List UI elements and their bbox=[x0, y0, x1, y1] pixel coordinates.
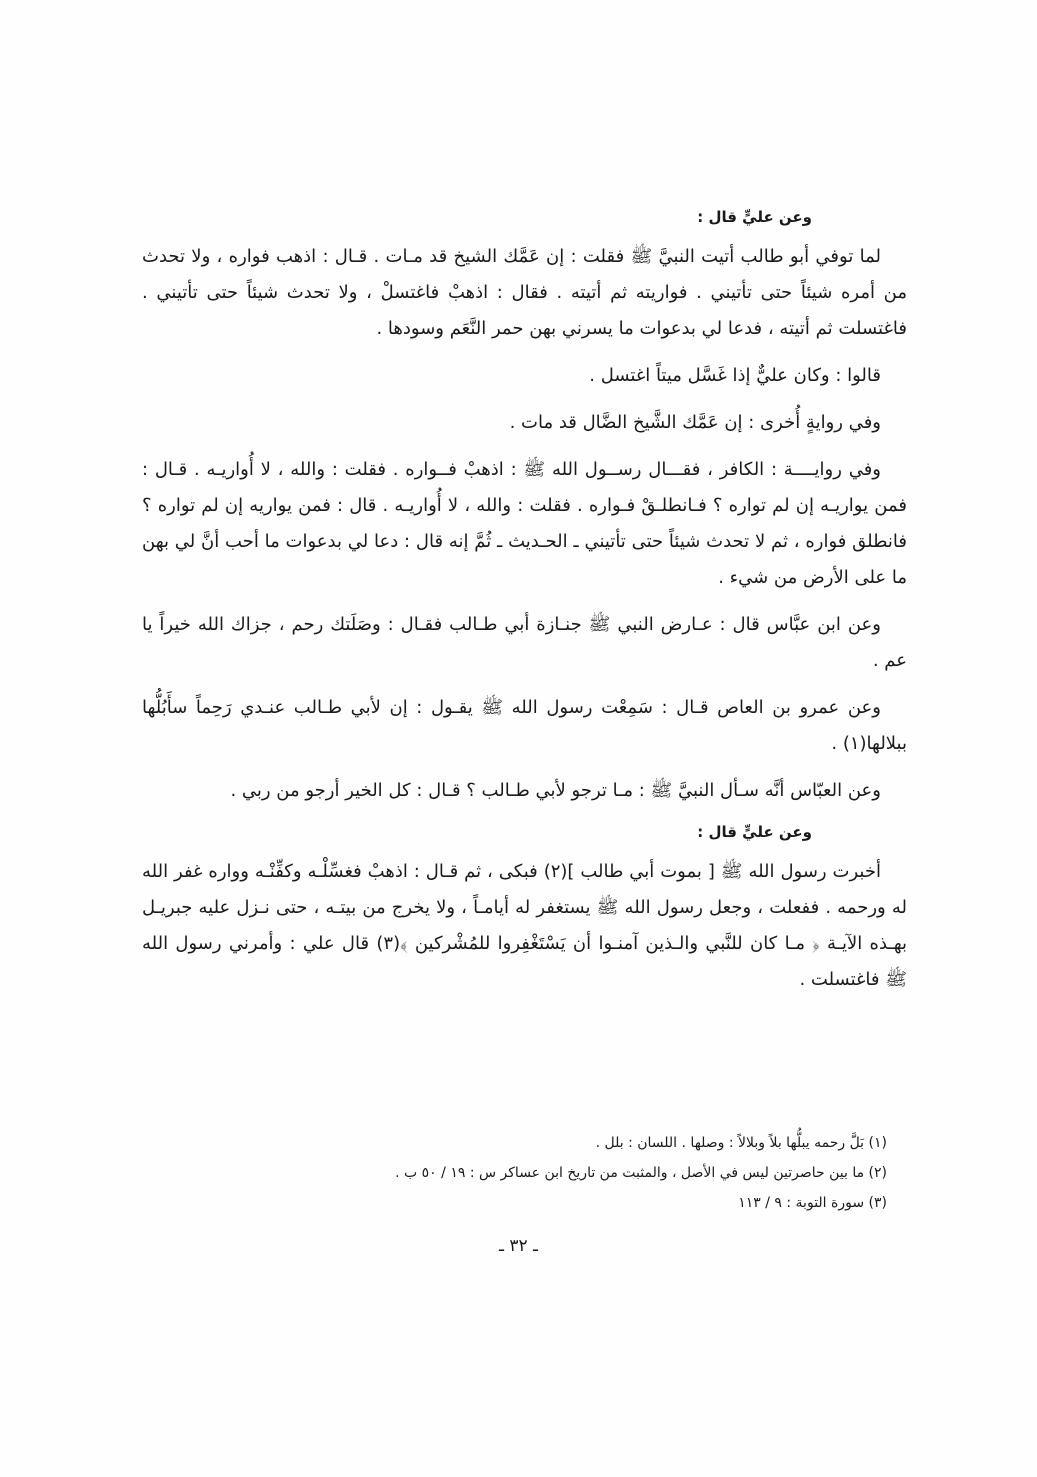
footnote: (٣) سورة التوبة : ٩ / ١١٣ bbox=[738, 1195, 887, 1211]
paragraph: وفي روايــــة : الكافر ، فقـــال رســول الله ﷺ : اذهبْ فــواره . فقلت : والله ، لا أُواريـه . قـال : فمن يواريـه إن لم تواره ؟ فـانطلـقْ فـواره . فقلت : والله ، لا أُواريـه . قال : فمن يواريه إن لم تواره ؟ فانطلق فواره ، ثم لا تحدث شيئاً حتى تأتيني ـ الحـديث ـ ثُمَّ إنه قال : دعا لي بدعوات ما أحب أنَّ لي بهن ما على الأرض من شيء . bbox=[142, 459, 907, 588]
section-heading: وعن عليٍّ قال : bbox=[697, 823, 812, 841]
footnotes-block bbox=[150, 1128, 887, 1218]
paragraph: وعن ابن عبَّاس قال : عـارض النبي ﷺ جنـازة أبي طـالب فقـال : وصَلَتك رحم ، جزاك الله خيراً يا عم . bbox=[142, 614, 907, 671]
paragraph: وفي روايةٍ أُخرى : إن عَمَّك الشَّيخ الضَّال قد مات . bbox=[509, 412, 881, 433]
paragraph: وعن العبّاس أنَّه سـأل النبيَّ ﷺ : مـا ترجو لأبي طـالب ؟ قـال : كل الخير أرجو من ربي . bbox=[230, 780, 881, 801]
paragraph: وعن عمرو بن العاص قـال : سَمِعْت رسول الله ﷺ يقـول : إن لأبي طـالب عنـدي رَحِماً سأَبُلُّها ببلالها(١) . bbox=[142, 697, 907, 754]
main-text-block bbox=[142, 205, 907, 1009]
paragraph: قالوا : وكان عليٌّ إذا غَسَّل ميتاً اغتسل . bbox=[589, 365, 881, 386]
section-heading: وعن عليٍّ قال : bbox=[697, 208, 812, 226]
page-number: ـ ٣٢ ـ bbox=[498, 1236, 539, 1256]
paragraph: لما توفي أبو طالب أتيت النبيَّ ﷺ فقلت : إن عَمَّك الشيخ قد مـات . قـال : اذهب فواره ، ولا تحدث من أمره شيئاً حتى تأتيني . فواريته ثم أتيته . فقال : اذهبْ فاغتسلْ ، ولا تحدث شيئاً حتى تأتيني . فاغتسلت ثم أتيته ، فدعا لي بدعوات ما يسرني بهن حمر النَّعَم وسودها . bbox=[142, 246, 907, 339]
footnote: (٢) ما بين حاصرتين ليس في الأصل ، والمثبت من تاريخ ابن عساكر س : ١٩ / ٥٠ ب . bbox=[395, 1165, 887, 1181]
footnote: (١) بَلَّ رحمه يبلُّها بلاً وبلالاً : وصلها . اللسان : بلل . bbox=[595, 1135, 887, 1151]
paragraph: أخبرت رسول الله ﷺ [ بموت أبي طالب ](٢) فبكى ، ثم قـال : اذهبْ فغسِّلْـه وكفِّنْـه وواره غفر الله له ورحمه . ففعلت ، وجعل رسول الله ﷺ يستغفر له أيامـاً ، ولا يخرج من بيتـه ، حتى نـزل عليه جبريـل بهـذه الآيـة ﴿ مـا كان للنَّبي والـذين آمنـوا أن يَسْتَغْفِروا للمُشْركين ﴾(٣) قال علي : وأمرني رسول الله ﷺ فاغتسلت . bbox=[142, 861, 907, 990]
